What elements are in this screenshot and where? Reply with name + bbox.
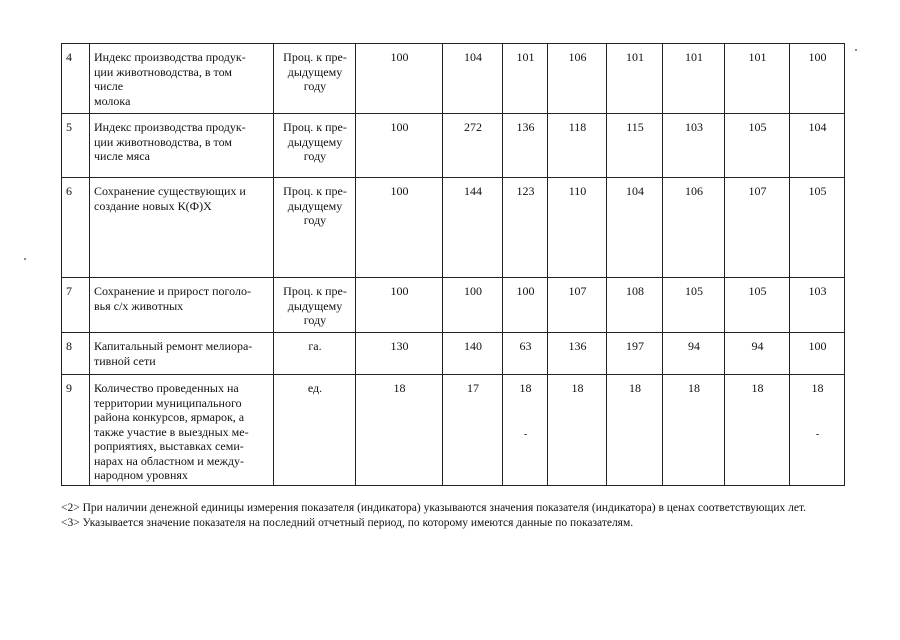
indicator-value: 106 xyxy=(568,50,587,64)
indicator-value: 136 xyxy=(568,339,587,353)
indicator-value: 118 xyxy=(568,120,587,134)
indicators-table xyxy=(61,43,845,486)
indicator-value-cell xyxy=(443,333,503,375)
indicator-value: 105 xyxy=(685,284,703,298)
indicator-value: 105 xyxy=(748,284,767,298)
indicator-value-cell xyxy=(443,44,503,114)
indicator-value-cell xyxy=(356,333,443,375)
indicator-value-cell xyxy=(356,375,443,486)
indicator-value-cell xyxy=(607,114,663,178)
indicator-value: 107 xyxy=(748,184,767,198)
row-number: 7 xyxy=(62,278,90,333)
indicator-value: 17 xyxy=(467,381,479,395)
indicator-value: 94 xyxy=(751,339,764,353)
indicator-value-cell xyxy=(790,375,845,486)
indicator-value: 123 xyxy=(516,184,535,198)
indicator-value-cell xyxy=(503,333,548,375)
indicator-value-cell xyxy=(443,375,503,486)
indicator-value: 104 xyxy=(464,50,482,64)
indicator-value: 103 xyxy=(808,284,827,298)
indicator-value-cell xyxy=(548,44,607,114)
table-row xyxy=(62,44,845,114)
indicator-value-cell xyxy=(356,278,443,333)
scan-speck xyxy=(855,49,857,51)
unit-of-measure: ед. xyxy=(274,375,356,486)
indicator-value: 100 xyxy=(390,120,409,134)
indicator-value-cell xyxy=(790,278,845,333)
indicator-value: 130 xyxy=(390,339,409,353)
indicator-value-cell xyxy=(663,375,725,486)
table-row xyxy=(62,278,845,333)
indicator-value: 144 xyxy=(464,184,482,198)
table-row xyxy=(62,178,845,278)
indicator-value: 103 xyxy=(685,120,703,134)
table-row xyxy=(62,333,845,375)
indicator-value-cell xyxy=(503,114,548,178)
indicator-value-cell xyxy=(790,178,845,278)
indicator-value-cell xyxy=(356,178,443,278)
indicator-value-cell xyxy=(443,178,503,278)
indicator-name: Индекс производства продук- ции животноводства, в том числе мяса xyxy=(90,114,274,178)
row-number: 8 xyxy=(62,333,90,375)
indicator-value-cell xyxy=(663,178,725,278)
indicator-value-cell xyxy=(548,114,607,178)
indicator-value: 140 xyxy=(464,339,482,353)
indicator-value: 18 xyxy=(629,381,641,395)
indicator-value-cell xyxy=(725,375,790,486)
indicator-value: 136 xyxy=(516,120,535,134)
indicator-value-cell xyxy=(356,44,443,114)
indicator-value: 100 xyxy=(464,284,482,298)
indicator-value-cell xyxy=(790,44,845,114)
indicator-value: 18 xyxy=(811,381,824,395)
indicator-name: Количество проведенных на территории муниципального района конкурсов, ярмарок, а также участие в выездных ме- роприятиях, выставках семи- нарах на областном и между- народном уровнях xyxy=(90,375,274,486)
indicator-value-cell xyxy=(607,178,663,278)
indicator-name: Капитальный ремонт мелиора- тивной сети xyxy=(90,333,274,375)
indicator-value-cell xyxy=(607,375,663,486)
indicator-value: 101 xyxy=(516,50,535,64)
indicator-name: Индекс производства продук- ции животноводства, в том числе молока xyxy=(90,44,274,114)
indicator-value-cell xyxy=(725,278,790,333)
indicator-value: 18 xyxy=(571,381,584,395)
indicator-value-cell xyxy=(548,178,607,278)
indicator-value: 105 xyxy=(748,120,767,134)
indicator-value-cell xyxy=(503,375,548,486)
indicator-value-cell xyxy=(607,44,663,114)
unit-of-measure: Проц. к пре- дыдущему году xyxy=(274,44,356,114)
unit-of-measure: Проц. к пре- дыдущему году xyxy=(274,114,356,178)
indicator-value-cell xyxy=(725,333,790,375)
table-row xyxy=(62,114,845,178)
indicator-value-cell xyxy=(548,278,607,333)
footnote-3: <3> Указывается значение показателя на последний отчетный период, по которому имеются данные по показателям. xyxy=(61,517,634,529)
indicator-value-cell xyxy=(790,114,845,178)
unit-of-measure: Проц. к пре- дыдущему году xyxy=(274,178,356,278)
indicator-value-cell xyxy=(607,278,663,333)
dash-mark: - xyxy=(815,428,820,440)
indicator-value-cell xyxy=(663,114,725,178)
table-body xyxy=(62,44,845,486)
unit-of-measure: Проц. к пре- дыдущему году xyxy=(274,278,356,333)
indicator-value: 63 xyxy=(519,339,532,353)
indicator-value-cell xyxy=(725,114,790,178)
indicator-value: 115 xyxy=(626,120,644,134)
row-number: 4 xyxy=(62,44,90,114)
indicator-value-cell xyxy=(790,333,845,375)
indicator-name: Сохранение и прирост поголо- вья с/х животных xyxy=(90,278,274,333)
indicator-value: 100 xyxy=(808,50,827,64)
indicator-value: 110 xyxy=(568,184,587,198)
indicator-value: 100 xyxy=(390,50,409,64)
indicator-value: 101 xyxy=(748,50,767,64)
indicator-value: 107 xyxy=(568,284,587,298)
indicator-value: 18 xyxy=(393,381,406,395)
row-number: 9 xyxy=(62,375,90,486)
indicator-value: 272 xyxy=(464,120,482,134)
indicator-value-cell xyxy=(548,375,607,486)
indicator-value: 104 xyxy=(808,120,827,134)
unit-of-measure: га. xyxy=(274,333,356,375)
indicator-value: 94 xyxy=(688,339,700,353)
indicator-value: 18 xyxy=(751,381,764,395)
indicator-value: 100 xyxy=(808,339,827,353)
indicator-value-cell xyxy=(503,44,548,114)
indicator-value-cell xyxy=(443,114,503,178)
indicator-value-cell xyxy=(356,114,443,178)
indicator-value: 100 xyxy=(516,284,535,298)
indicator-value-cell xyxy=(607,333,663,375)
indicator-value: 108 xyxy=(626,284,644,298)
indicator-value-cell xyxy=(663,333,725,375)
indicator-value-cell xyxy=(503,178,548,278)
indicator-value-cell xyxy=(663,44,725,114)
table-row xyxy=(62,375,845,486)
footnotes xyxy=(61,501,861,531)
indicator-value-cell xyxy=(663,278,725,333)
indicator-value-cell xyxy=(443,278,503,333)
indicator-value: 18 xyxy=(519,381,532,395)
footnote-2: <2> При наличии денежной единицы измерения показателя (индикатора) указываются значения показателя (индикатора) в ценах соответствующих лет. xyxy=(61,502,807,514)
indicator-value-cell xyxy=(548,333,607,375)
indicator-value-cell xyxy=(725,178,790,278)
indicator-value: 101 xyxy=(685,50,703,64)
indicator-value: 101 xyxy=(626,50,644,64)
scan-speck xyxy=(24,258,26,260)
indicator-value: 104 xyxy=(626,184,644,198)
indicator-value: 18 xyxy=(688,381,700,395)
indicator-value: 100 xyxy=(390,284,409,298)
indicator-value: 105 xyxy=(808,184,827,198)
indicator-name: Сохранение существующих и создание новых К(Ф)Х xyxy=(90,178,274,278)
indicator-value: 197 xyxy=(626,339,644,353)
dash-mark: - xyxy=(523,428,528,440)
indicator-value-cell xyxy=(503,278,548,333)
row-number: 6 xyxy=(62,178,90,278)
row-number: 5 xyxy=(62,114,90,178)
indicator-value: 100 xyxy=(390,184,409,198)
indicator-value: 106 xyxy=(685,184,703,198)
indicator-value-cell xyxy=(725,44,790,114)
